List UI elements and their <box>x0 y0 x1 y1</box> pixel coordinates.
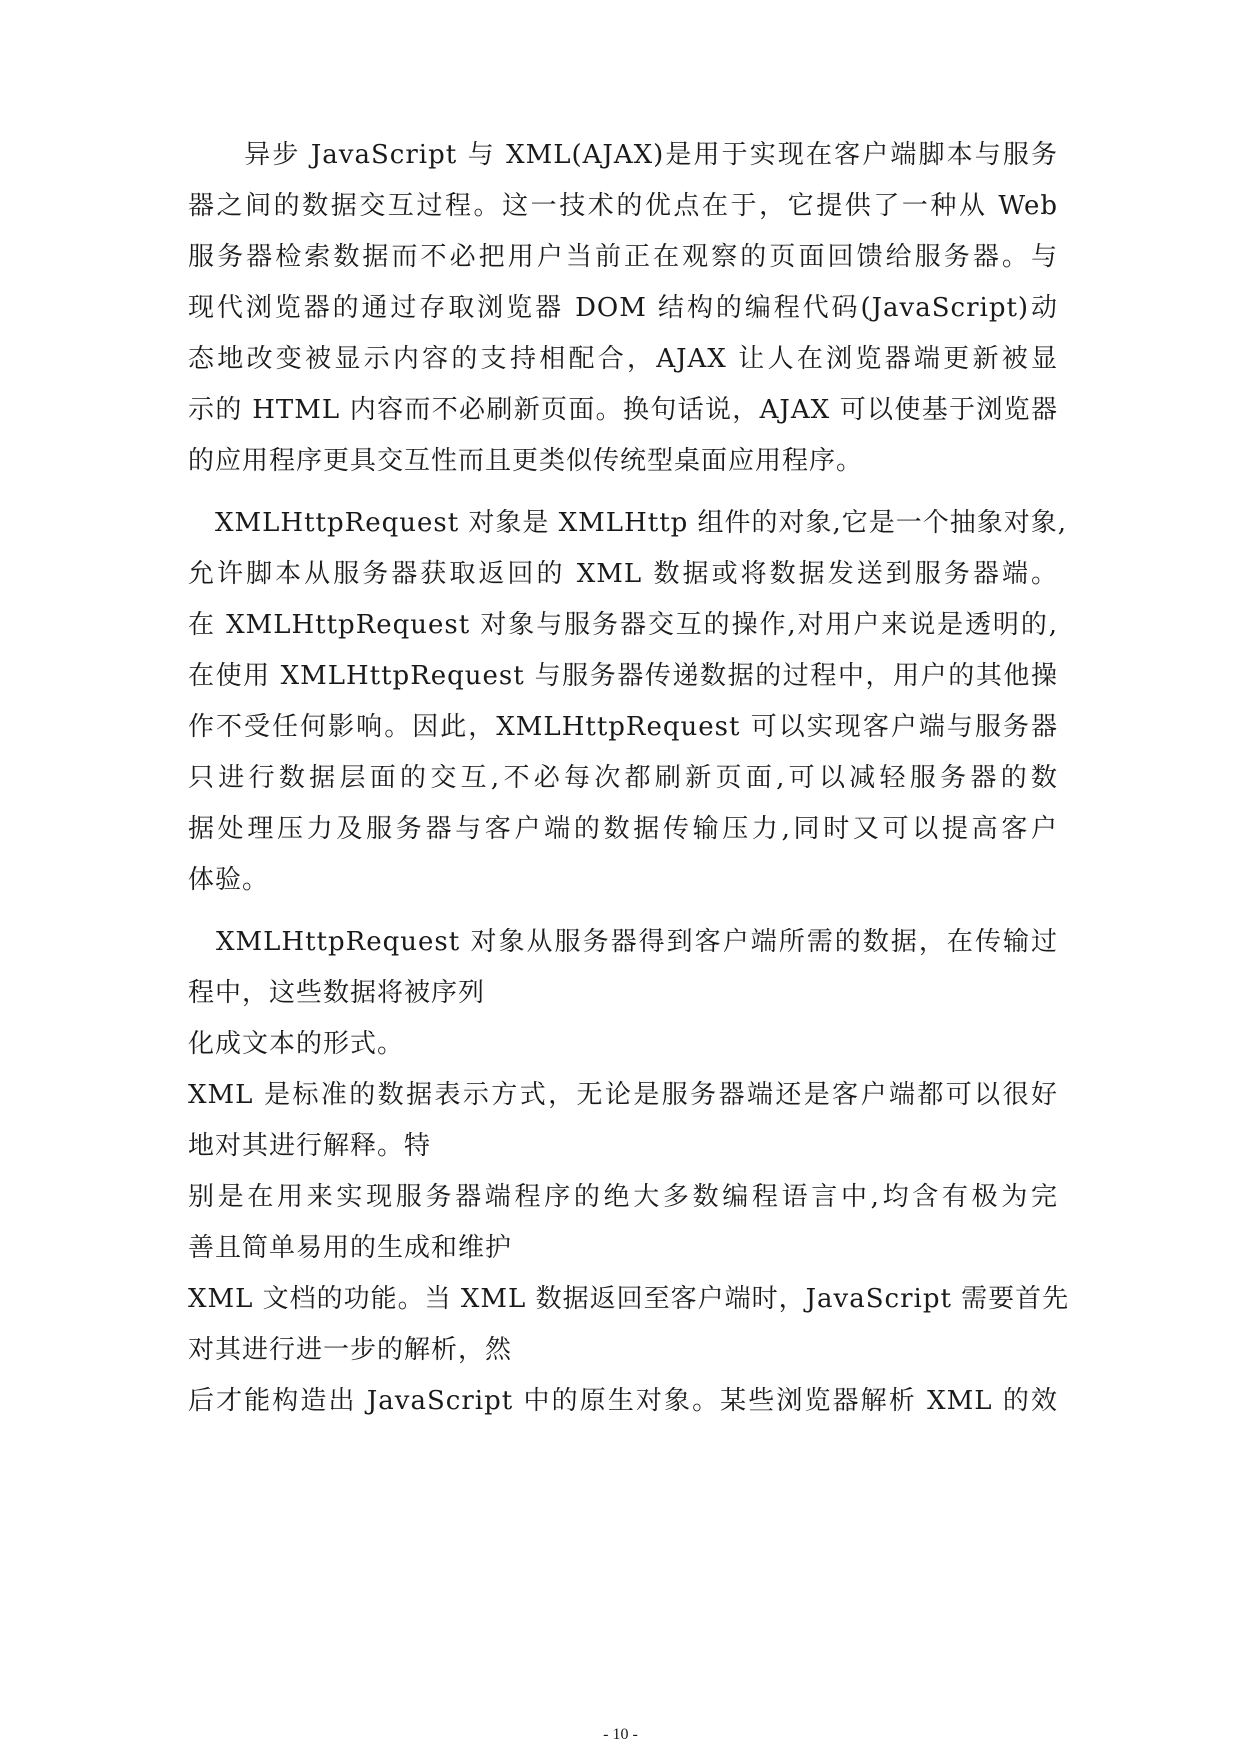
paragraph-line: 对其进行进一步的解析，然 <box>188 1335 513 1365</box>
paragraph-line: 在 XMLHttpRequest 对象与服务器交互的操作,对用户来说是透明的, <box>188 610 1058 640</box>
paragraph-line: 态地改变被显示内容的支持相配合，AJAX 让人在浏览器端更新被显 <box>188 344 1058 374</box>
paragraph-line: 程中，这些数据将被序列 <box>188 978 486 1008</box>
paragraph-line: XML 文档的功能。当 XML 数据返回至客户端时，JavaScript 需要首先 <box>188 1284 1070 1314</box>
paragraph-line: 允许脚本从服务器获取返回的 XML 数据或将数据发送到服务器端。 <box>188 559 1058 589</box>
paragraph-line: 服务器检索数据而不必把用户当前正在观察的页面回馈给服务器。与 <box>188 242 1058 272</box>
paragraph-line: 据处理压力及服务器与客户端的数据传输压力,同时又可以提高客户 <box>188 814 1058 844</box>
paragraph-line: 只进行数据层面的交互,不必每次都刷新页面,可以减轻服务器的数 <box>188 763 1058 793</box>
paragraph-line: XML 是标准的数据表示方式，无论是服务器端还是客户端都可以很好 <box>188 1080 1058 1110</box>
paragraph-line: 别是在用来实现服务器端程序的绝大多数编程语言中,均含有极为完 <box>188 1182 1058 1212</box>
paragraph-line: XMLHttpRequest 对象从服务器得到客户端所需的数据，在传输过 <box>188 927 1058 957</box>
paragraph-line: 现代浏览器的通过存取浏览器 DOM 结构的编程代码(JavaScript)动 <box>188 293 1058 323</box>
paragraph-line: 化成文本的形式。 <box>188 1029 405 1059</box>
paragraph-line: 示的 HTML 内容而不必刷新页面。换句话说，AJAX 可以使基于浏览器 <box>188 395 1058 425</box>
paragraph-line: 的应用程序更具交互性而且更类似传统型桌面应用程序。 <box>188 446 864 476</box>
page-number: - 10 - <box>603 1726 638 1743</box>
paragraph-line: 地对其进行解释。特 <box>188 1131 432 1161</box>
paragraph-line: 在使用 XMLHttpRequest 与服务器传递数据的过程中，用户的其他操 <box>188 661 1058 691</box>
paragraph-line: 器之间的数据交互过程。这一技术的优点在于，它提供了一种从 Web <box>188 191 1058 221</box>
paragraph-line: 后才能构造出 JavaScript 中的原生对象。某些浏览器解析 XML 的效 <box>188 1386 1058 1416</box>
paragraph-line: 善且简单易用的生成和维护 <box>188 1233 513 1263</box>
paragraph-line: 异步 JavaScript 与 XML(AJAX)是用于实现在客户端脚本与服务 <box>188 140 1058 170</box>
paragraph-line: 作不受任何影响。因此，XMLHttpRequest 可以实现客户端与服务器 <box>188 712 1058 742</box>
paragraph-line: 体验。 <box>188 865 270 895</box>
paragraph-line: XMLHttpRequest 对象是 XMLHttp 组件的对象,它是一个抽象对象, <box>188 508 1068 538</box>
